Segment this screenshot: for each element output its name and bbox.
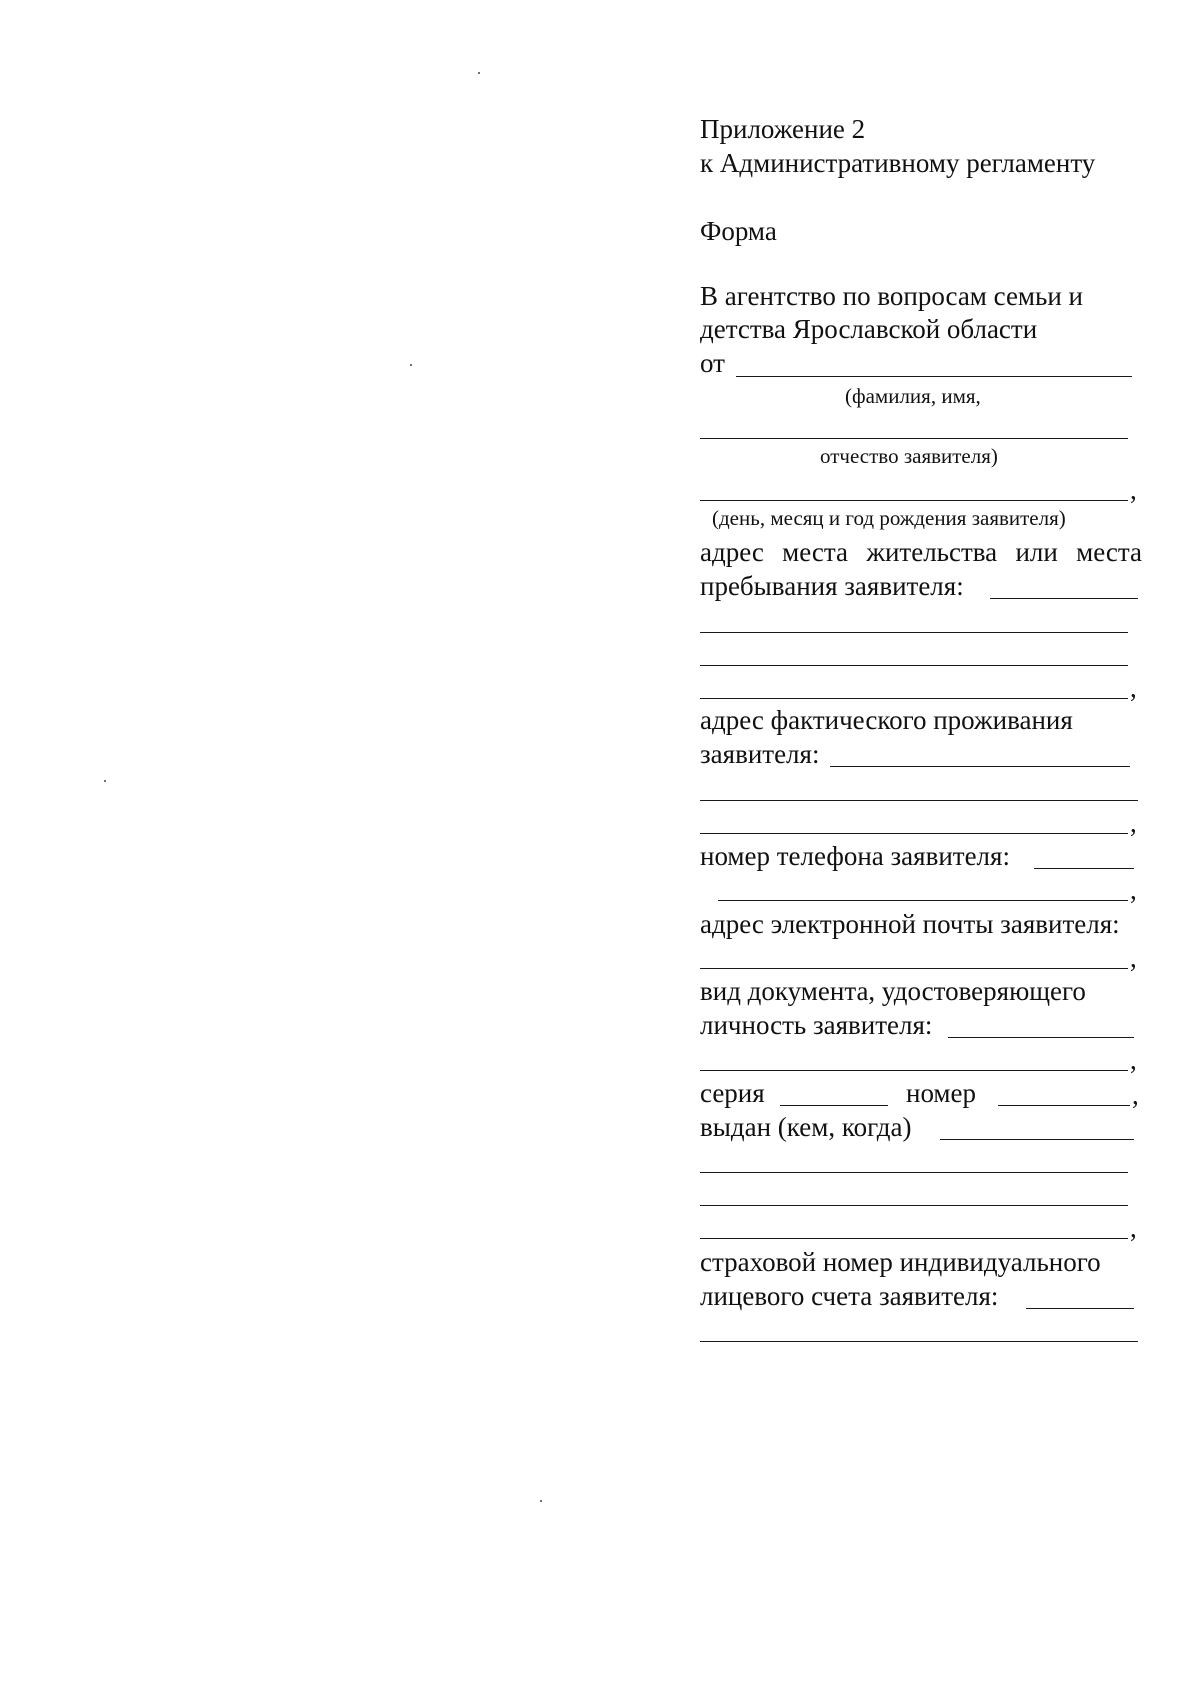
scan-speck — [410, 364, 412, 366]
patronymic-caption: отчество заявителя) — [820, 444, 998, 468]
issued-label: выдан (кем, когда) — [700, 1112, 912, 1142]
series-field[interactable] — [780, 1105, 888, 1106]
email-label: адрес электронной почты заявителя: — [700, 909, 1120, 939]
applicant-patronymic-field[interactable] — [700, 438, 1128, 439]
word: адрес — [700, 537, 764, 567]
comma: , — [1132, 1080, 1139, 1110]
comma: , — [1130, 1213, 1137, 1243]
snils-label-line-2: лицевого счета заявителя: — [700, 1281, 999, 1311]
residence-address-line[interactable] — [700, 698, 1128, 699]
scan-speck — [478, 72, 480, 74]
comma: , — [1130, 808, 1137, 838]
actual-address-field[interactable] — [830, 766, 1130, 767]
email-field[interactable] — [700, 968, 1128, 969]
word: или — [1015, 537, 1058, 567]
word: жительства — [866, 537, 998, 567]
snils-label-line-1: страховой номер индивидуального — [700, 1247, 1101, 1277]
actual-address-label-line-1: адрес фактического проживания — [700, 705, 1073, 735]
phone-label: номер телефона заявителя: — [700, 841, 1010, 871]
applicant-name-field[interactable] — [736, 376, 1132, 377]
phone-line[interactable] — [718, 900, 1128, 901]
snils-field[interactable] — [1026, 1308, 1134, 1309]
issued-field[interactable] — [940, 1139, 1134, 1140]
addressee-line-1: В агентство по вопросам семьи и — [700, 281, 1083, 311]
id-document-label-line-1: вид документа, удостоверяющего — [700, 976, 1086, 1006]
from-label: от — [700, 348, 725, 378]
number-field[interactable] — [998, 1105, 1130, 1106]
id-document-label-line-2: личность заявителя: — [700, 1010, 933, 1040]
actual-address-label-line-2: заявителя: — [700, 739, 820, 769]
appendix-line-1: Приложение 2 — [700, 114, 866, 144]
birth-date-field[interactable] — [700, 500, 1128, 501]
id-document-field[interactable] — [948, 1037, 1134, 1038]
issued-line[interactable] — [700, 1238, 1128, 1239]
actual-address-line[interactable] — [700, 800, 1138, 801]
residence-label-line-2: пребывания заявителя: — [700, 571, 964, 601]
id-document-line[interactable] — [700, 1070, 1128, 1071]
comma: , — [1130, 943, 1137, 973]
scan-speck — [540, 1500, 542, 1502]
issued-line[interactable] — [700, 1205, 1128, 1206]
residence-label-line-1 — [700, 536, 1142, 568]
comma: , — [1130, 475, 1137, 505]
phone-field[interactable] — [1034, 868, 1134, 869]
birth-caption: (день, месяц и год рождения заявителя) — [712, 506, 1066, 530]
comma: , — [1130, 875, 1137, 905]
appendix-line-2: к Административному регламенту — [700, 148, 1096, 178]
comma: , — [1130, 1045, 1137, 1075]
actual-address-line[interactable] — [700, 833, 1128, 834]
residence-address-field[interactable] — [990, 598, 1138, 599]
snils-line[interactable] — [700, 1341, 1138, 1342]
word: места — [782, 537, 849, 567]
word: места — [1076, 537, 1142, 567]
name-caption: (фамилия, имя, — [845, 384, 981, 408]
number-label: номер — [906, 1078, 977, 1108]
series-label: серия — [700, 1078, 765, 1108]
issued-line[interactable] — [700, 1172, 1128, 1173]
form-label: Форма — [700, 216, 777, 246]
scan-speck — [104, 780, 106, 782]
residence-address-line[interactable] — [700, 665, 1128, 666]
addressee-line-2: детства Ярославской области — [700, 314, 1038, 344]
comma: , — [1130, 673, 1137, 703]
residence-address-line[interactable] — [700, 632, 1128, 633]
